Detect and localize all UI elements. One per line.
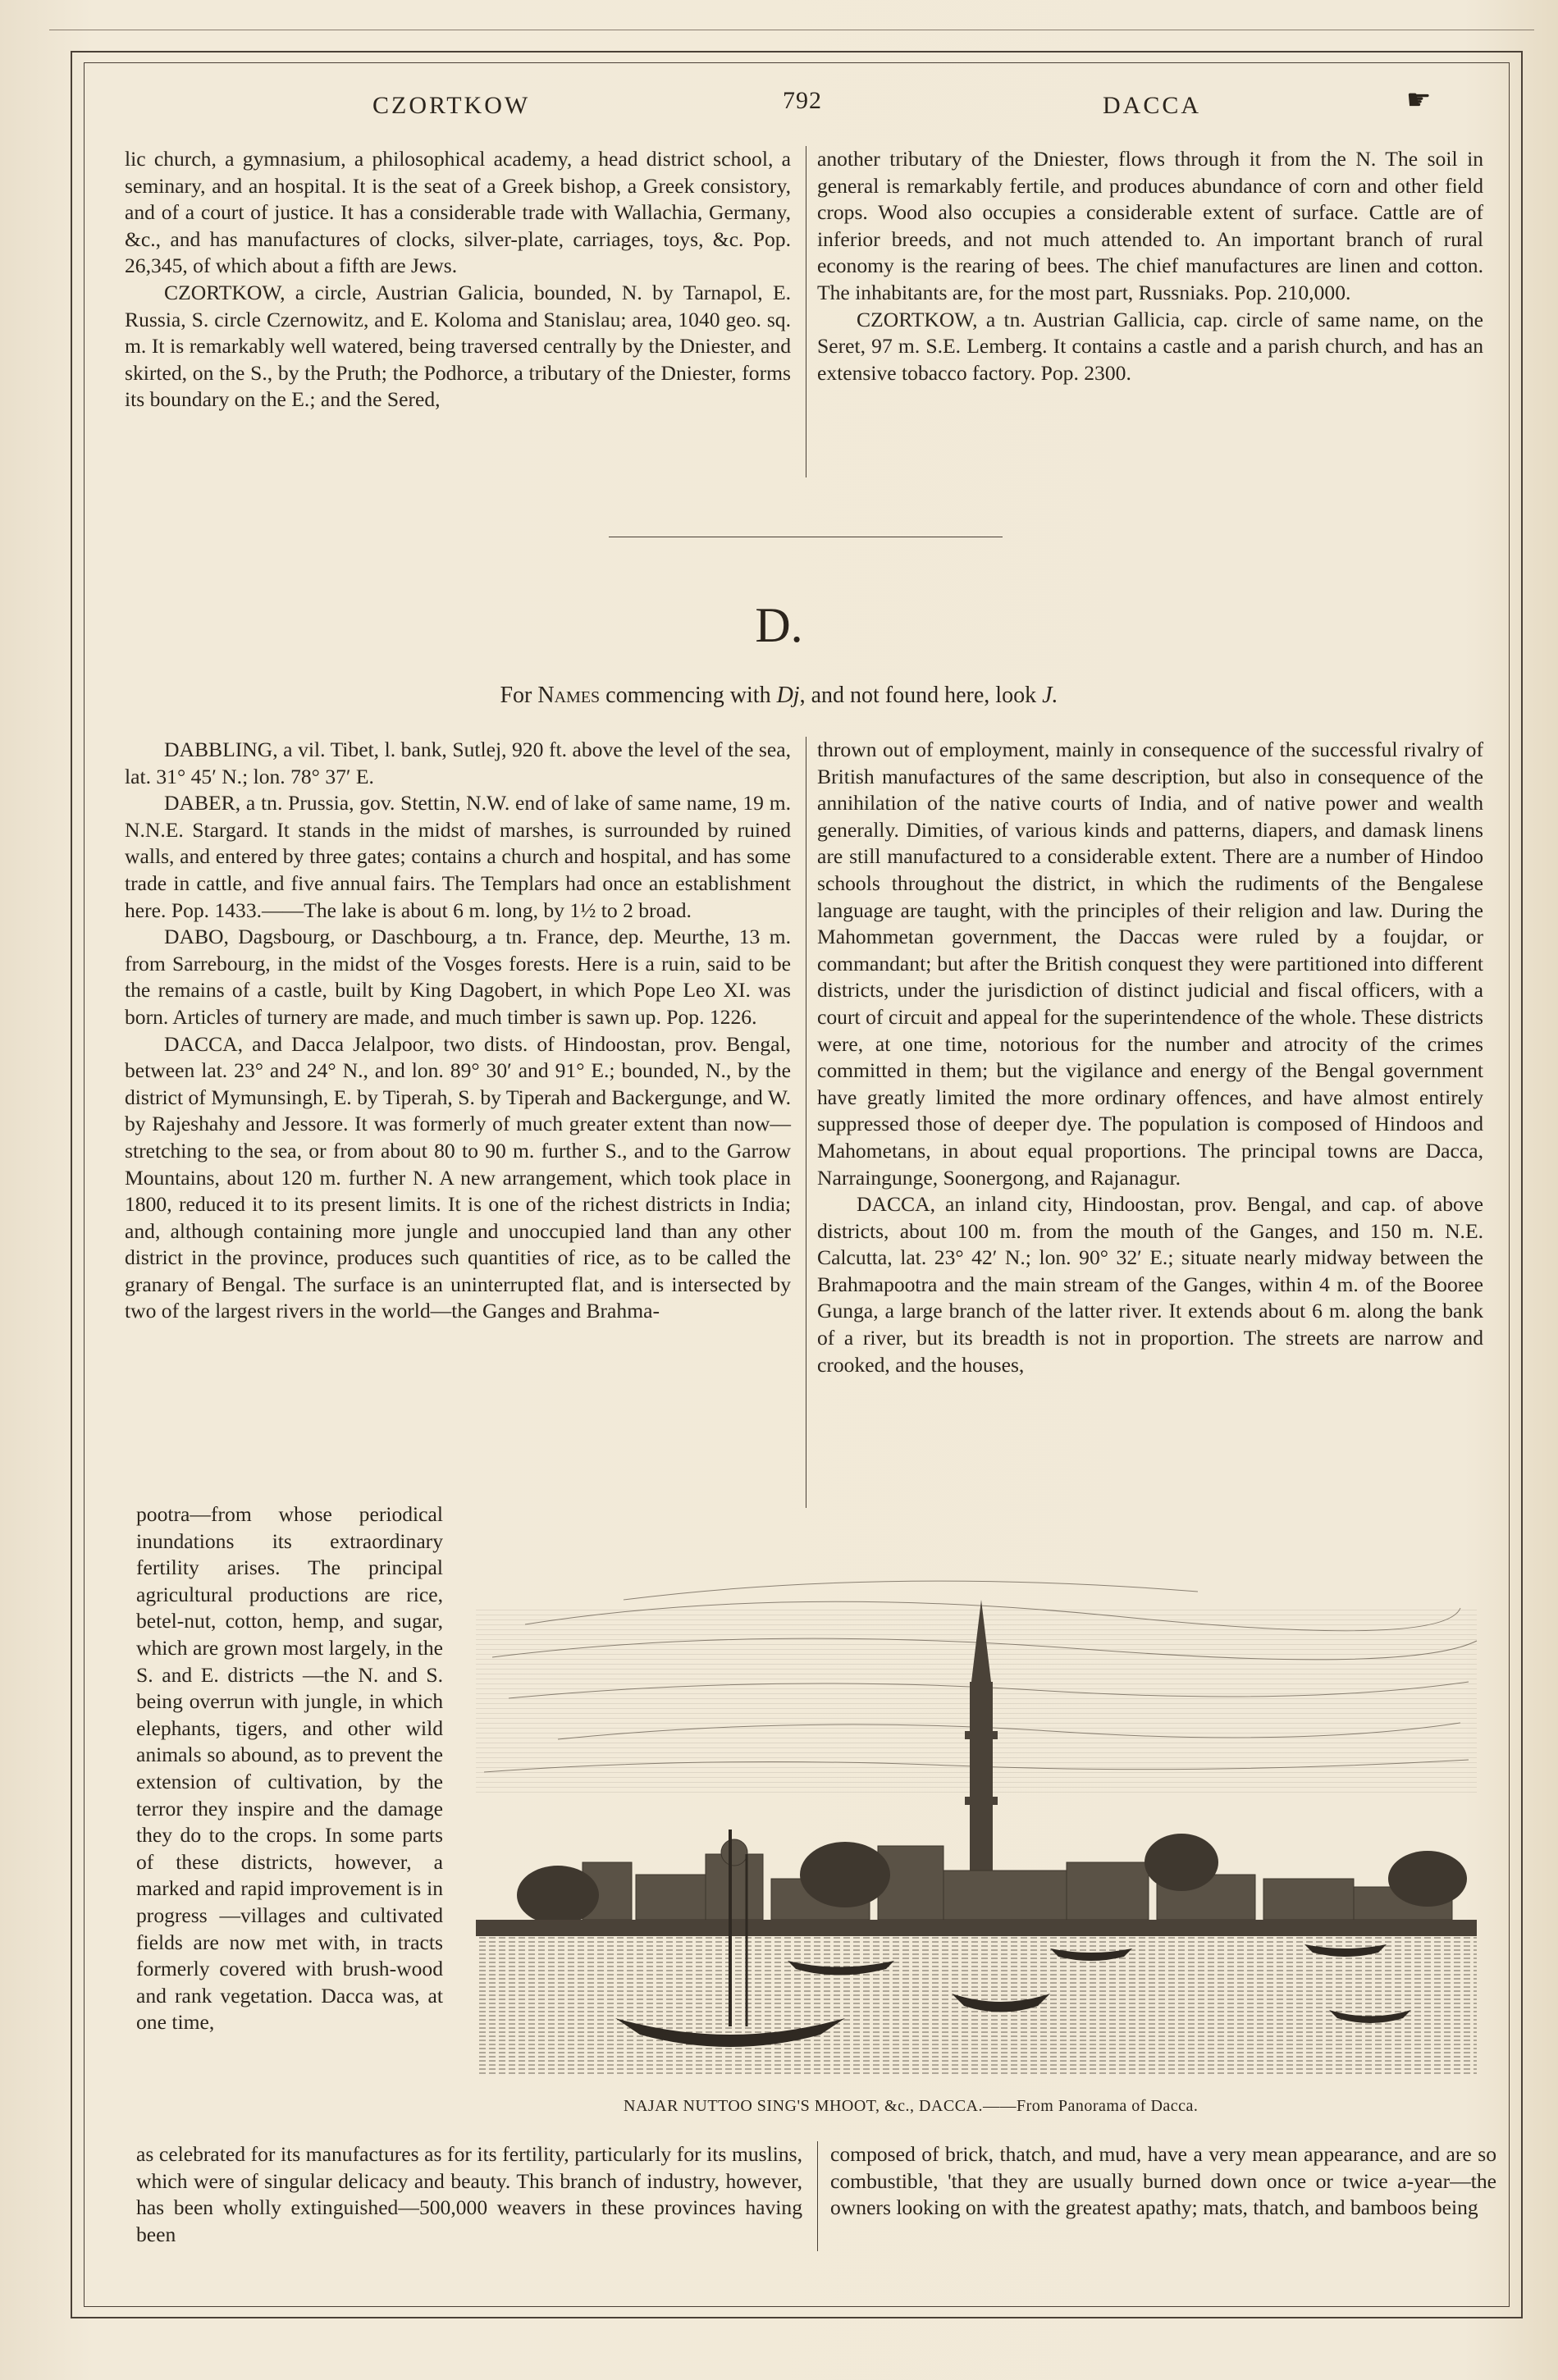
bottom-right-column — [830, 2141, 1496, 2222]
paragraph: another tributary of the Dniester, flows through it from the N. The soil in general is remarkably fertile, and produces abundance of corn and other field crops. Wood also occupies a considerable extent of surface. Cattle are of inferior breeds, and not much attended to. An important branch of rural economy is the rearing of bees. The chief manufactures are linen and cotton. The inhabitants are, for the most part, Russniaks. Pop. 210,000. — [817, 147, 1483, 304]
entry-dacca-city: DACCA, an inland city, Hindoostan, prov. Bengal, and cap. of above districts, about 100 m. from the mouth of the Ganges, and 150 m. N.E. Calcutta, lat. 23° 42′ N.; lon. 90° 32′ E.; situate nearly midway between the Brahmapootra and the main stream of the Ganges, within 4 m. of the Booree Gunga, a large branch of the latter river. It extends about 6 m. along the bank of a river, but its breadth is not in proportion. The streets are narrow and crooked, and the houses, — [817, 1192, 1483, 1377]
entry-dabo: DABO, Dagsbourg, or Daschbourg, a tn. France, dep. Meurthe, 13 m. from Sarrebourg, in the midst of the Vosges forests. Here is a ruin, said to be the remains of a castle, built by King Dagobert, in which Pope Leo XI. was born. Articles of turnery are made, and much timber is sawn up. Pop. 1226. — [125, 925, 791, 1029]
city-skyline — [583, 1839, 1452, 1920]
lower-right-column — [817, 737, 1483, 1378]
paragraph: CZORTKOW, a tn. Austrian Gallicia, cap. circle of same name, on the Seret, 97 m. S.E. Lemberg. It contains a castle and a parish church, and has an extensive tobacco factory. Pop. 2300. — [817, 307, 1483, 385]
lower-left-column — [125, 737, 791, 1325]
section-note — [0, 683, 1558, 709]
top-left-column — [125, 146, 791, 413]
paragraph: composed of brick, thatch, and mud, have a very mean appearance, and are so combustible, 'that they are usually burned down once or twice a-year—the owners looking on with the greatest apathy; mats, thatch, and bamboos being — [830, 2142, 1496, 2220]
page-number: 792 — [783, 87, 822, 114]
top-right-column — [817, 146, 1483, 386]
narrow-column — [136, 1501, 443, 2036]
entry-dabbling: DABBLING, a vil. Tibet, l. bank, Sutlej, 920 ft. above the level of the sea, lat. 31° 45′ N.; lon. 78° 37′ E. — [125, 738, 791, 788]
note-text: commencing with — [600, 683, 777, 708]
paragraph: thrown out of employment, mainly in consequence of the successful rivalry of British manufactures of the same description, but also in consequence of the annihilation of the native courts of India, and of native power and wealth generally. Dimities, of various kinds and patterns, diapers, and damask linens are still manufactured to a considerable extent. There are a number of Hindoo schools throughout the district, in which the rudiments of the Bengalese language are taught, with the principles of their religion and law. During the Mahommetan government, the Daccas were ruled by a foujdar, or commandant; but after the British conquest they were partitioned into different districts, under the jurisdiction of distinct judicial and fiscal officers, with a court of circuit and appeal for the superintendence of the whole. These districts were, at one time, notorious for the number and atrocity of the crimes committed in them; but the vigilance and energy of the Bengal government have greatly limited the more ordinary offences, and have almost entirely suppressed those of deeper dye. The population is composed of Hindoos and Mahometans, in about equal proportions. The principal towns are Dacca, Narraingunge, Soonergong, and Rajanagur. — [817, 738, 1483, 1190]
paragraph: pootra—from whose periodical inundations its extraordinary fertility arises. The principal agricultural productions are rice, betel-nut, cotton, hemp, and sugar, which are grown most largely, in the S. and E. districts —the N. and S. being overrun with jungle, in which elephants, tigers, and other wild animals so abound, as to prevent the extension of cultivation, by the terror they inspire and the damage they do to the crops. In some parts of these districts, however, a marked and rapid improvement is in progress —villages and cultivated fields are now met with, in tracts formerly covered with brush-wood and rank vegetation. Dacca was, at one time, — [136, 1502, 443, 2035]
dacca-panorama-illustration — [459, 1551, 1490, 2117]
paragraph: lic church, a gymnasium, a philosophical academy, a head district school, a seminary, and an hospital. It is the seat of a Greek bishop, a Greek consistory, and of a court of justice. It has a considerable trade with Wallachia, Germany, &c., and has manufactures of clocks, silver-plate, carriages, toys, &c. Pop. 26,345, of which about a fifth are Jews. — [125, 147, 791, 278]
entry-daber: DABER, a tn. Prussia, gov. Stettin, N.W. end of lake of same name, 19 m. N.N.E. Stargard. It stands in the midst of marshes, is surrounded by ruined walls, and entered by three gates; contains a church and hospital, and has some trade in cattle, and five annual fairs. The Templars had once an establishment here. Pop. 1433.——The lake is about 6 m. long, by 1½ to 2 broad. — [125, 791, 791, 922]
illustration-caption: NAJAR NUTTOO SING'S MHOOT, &c., DACCA.——From Panorama of Dacca. — [624, 2097, 1199, 2115]
entry-dacca-districts: DACCA, and Dacca Jelalpoor, two dists. of Hindoostan, prov. Bengal, between lat. 23° and 24° N., and lon. 89° 30′ and 91° E.; bounded, N., by the district of Mymunsingh, E. by Tiperah, S. by Tiperah and Backergunge, and W. by Rajeshahy and Jessore. It was formerly of much greater extent than now—stretching to the sea, or from about 80 to 90 m. further S., and to the Garrow Mountains, about 120 m. further N. A new arrangement, which took place in 1800, reduced it to its present limits. It is one of the richest districts in India; and, although containing more jungle and unoccupied land than any other district in the province, produces such quantities of rice, as to be called the granary of Bengal. The surface is an uninterrupted flat, and is intersected by two of the largest rivers in the world—the Ganges and Brahma- — [125, 1031, 791, 1323]
note-text: For — [500, 683, 538, 708]
header-right-word: DACCA — [1103, 92, 1202, 119]
header-left-word: CZORTKOW — [372, 92, 531, 119]
note-dj: Dj — [776, 683, 800, 708]
paragraph: as celebrated for its manufactures as for its fertility, particularly for its muslins, which were of singular delicacy and beauty. This branch of industry, however, has been wholly extinguished—500,000 weavers in these provinces having been — [136, 2142, 802, 2246]
running-header — [0, 85, 1558, 133]
paragraph: CZORTKOW, a circle, Austrian Galicia, bounded, N. by Tarnapol, E. Russia, S. circle Czernowitz, and E. Koloma and Stanislau; area, 1040 geo. sq. m. It is remarkably well watered, being traversed centrally by the Dniester, and skirted, on the S., by the Pruth; the Podhorce, a tributary of the Dniester, forms its boundary on the E.; and the Sered, — [125, 280, 791, 412]
note-j: J. — [1042, 683, 1058, 708]
shoreline — [476, 1920, 1477, 1936]
column-divider — [817, 2141, 818, 2251]
note-text: , and not found here, look — [799, 683, 1043, 708]
hand-pointer-icon: ☛ — [1406, 85, 1434, 116]
note-names: Names — [537, 683, 601, 708]
bottom-left-column — [136, 2141, 802, 2248]
section-letter: D. — [755, 598, 803, 652]
